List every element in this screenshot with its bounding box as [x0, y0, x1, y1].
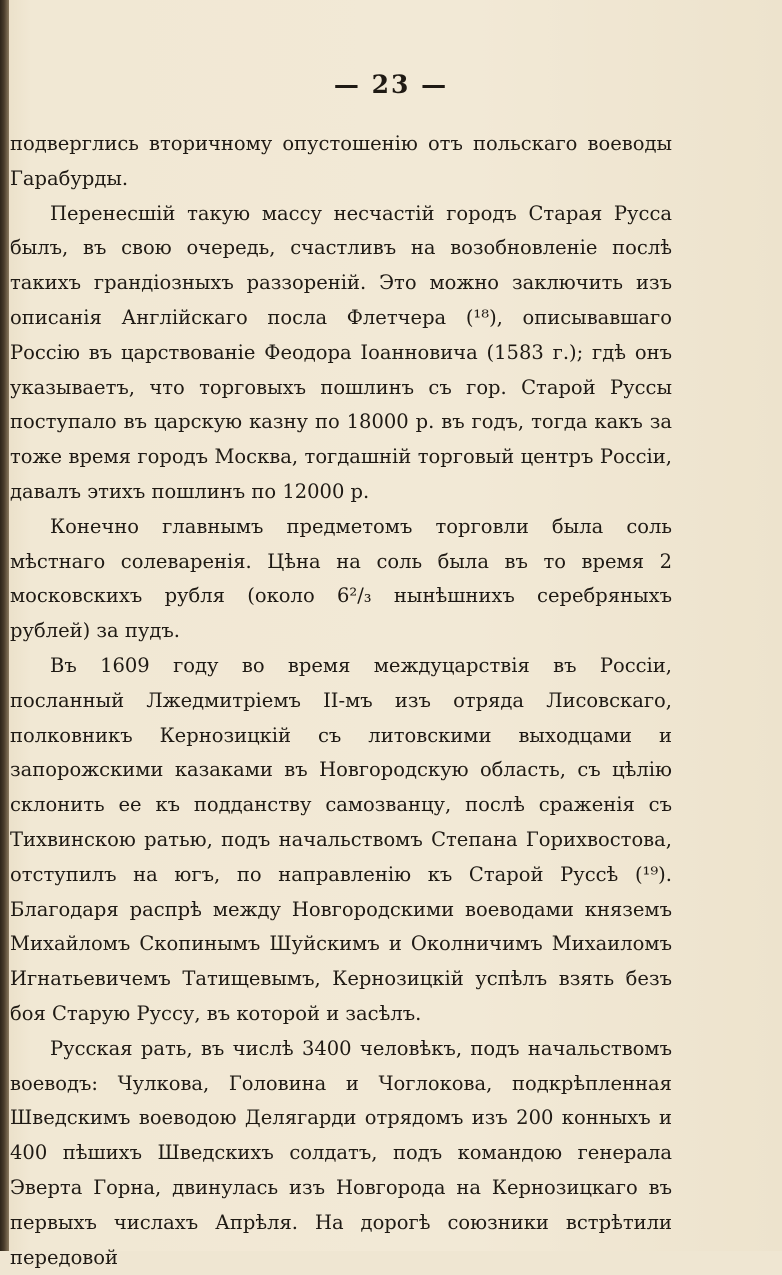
book-spine-edge	[0, 0, 9, 1251]
paragraph-1: подверглись вторичному опустошенію отъ польскаго воеводы Гарабурды.	[10, 132, 672, 190]
paragraph-2: Перенесшій такую массу несчастій городъ Старая Русса былъ, въ свою очередь, счастливъ на возобновленіе послѣ такихъ грандіозныхъ раззореній. Это можно заключить изъ описанія Англійскаго посла Флетчера (¹⁸), описывавшаго Россію въ царствованіе Феодора Іоанновича (1583 г.); гдѣ онъ указываетъ, что торговыхъ пошлинъ съ гор. Старой Руссы поступало въ царскую казну по 18000 р. въ годъ, тогда какъ за тоже время городъ Москва, тогдашній торговый центръ Россіи, давалъ этихъ пошлинъ по 12000 р.	[10, 201, 672, 503]
page-number: — 23 —	[333, 70, 449, 99]
paragraph-3: Конечно главнымъ предметомъ торговли была соль мѣстнаго солеваренія. Цѣна на соль была въ то время 2 московскихъ рубля (около 6²/₃ нынѣшнихъ серебряныхъ рублей) за пудъ.	[10, 514, 672, 643]
paragraph-5: Русская рать, въ числѣ 3400 человѣкъ, подъ начальствомъ воеводъ: Чулкова, Головина и Чоглокова, подкрѣпленная Шведскимъ воеводою Делягарди отрядомъ изъ 200 конныхъ и 400 пѣшихъ Шведскихъ солдатъ, подъ командою генерала Эверта Горна, двинулась изъ Новгорода на Кернозицкаго въ первыхъ числахъ Апрѣля. На дорогѣ союзники встрѣтили передовой	[10, 1036, 672, 1269]
body-text	[10, 127, 672, 1275]
paragraph-4: Въ 1609 году во время междуцарствія въ Россіи, посланный Лжедмитріемъ II-мъ изъ отряда Лисовскаго, полковникъ Кернозицкій съ литовскими выходцами и запорожскими казаками въ Новгородскую область, съ цѣлію склонить ее къ подданству самозванцу, послѣ сраженія съ Тихвинскою ратью, подъ начальствомъ Степана Горихвостова, отступилъ на югъ, по направленію къ Старой Руссѣ (¹⁹). Благодаря распрѣ между Новгородскими воеводами княземъ Михайломъ Скопинымъ Шуйскимъ и Околничимъ Михаиломъ Игнатьевичемъ Татищевымъ, Кернозицкій успѣлъ взять безъ боя Старую Руссу, въ которой и засѣлъ.	[10, 653, 672, 1025]
